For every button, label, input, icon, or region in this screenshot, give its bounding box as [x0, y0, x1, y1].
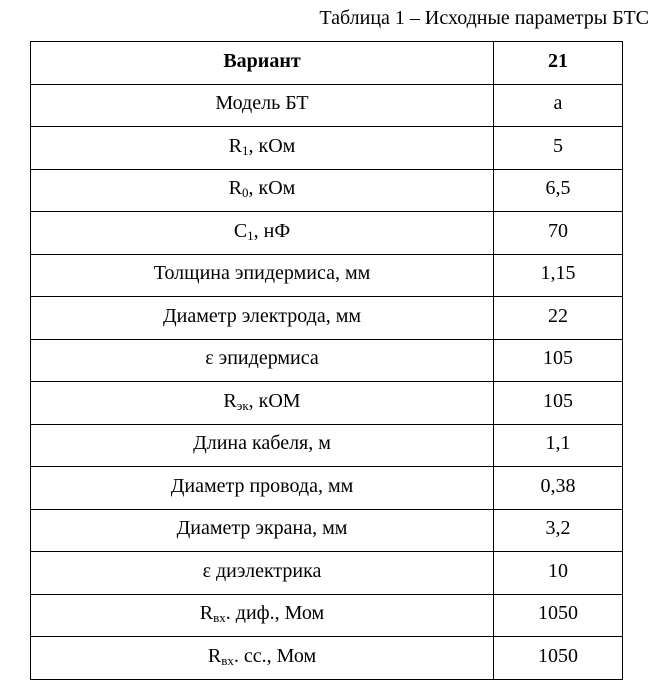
parameter-value: 105 — [494, 339, 623, 382]
parameter-value: 6,5 — [494, 169, 623, 212]
table-row — [31, 637, 623, 680]
parameter-name-cell — [31, 84, 494, 127]
parameter-name: R — [207, 644, 222, 667]
table-row — [31, 169, 623, 212]
parameter-name-cell — [31, 212, 494, 255]
parameter-subscript: вх — [213, 610, 226, 626]
parameter-name: C — [233, 219, 248, 242]
parameter-subscript: вх — [221, 652, 234, 668]
parameter-name: Толщина эпидермиса, мм — [153, 262, 371, 285]
table-row — [31, 84, 623, 127]
table-caption: Таблица 1 – Исходные параметры БТС — [319, 7, 649, 29]
parameter-subscript: 0 — [242, 185, 249, 201]
table-row — [31, 127, 623, 170]
parameter-value: 1050 — [494, 594, 623, 637]
table-row — [31, 509, 623, 552]
parameter-name: ε диэлектрика — [202, 559, 322, 582]
parameter-name-cell — [31, 637, 494, 680]
parameter-name-cell — [31, 127, 494, 170]
parameter-name: Модель БТ — [215, 92, 309, 115]
parameter-name: Диаметр экрана, мм — [176, 517, 348, 540]
parameter-value: 22 — [494, 297, 623, 340]
table-row — [31, 424, 623, 467]
parameter-value: 70 — [494, 212, 623, 255]
parameter-name: Диаметр провода, мм — [170, 474, 354, 497]
parameter-name-cell — [31, 424, 494, 467]
parameter-name: Диаметр электрода, мм — [162, 304, 362, 327]
parameter-name-cell — [31, 509, 494, 552]
table-row — [31, 212, 623, 255]
parameter-name-cell — [31, 169, 494, 212]
parameter-name-cell — [31, 297, 494, 340]
header-variant-value: 21 — [494, 42, 623, 85]
parameter-name-cell — [31, 339, 494, 382]
parameter-value: 3,2 — [494, 509, 623, 552]
parameter-unit: . диф., Мом — [225, 602, 325, 625]
parameter-name: R — [228, 177, 242, 200]
parameter-value: 1,15 — [494, 254, 623, 297]
parameter-subscript: эк — [236, 397, 249, 413]
parameter-value: 1050 — [494, 637, 623, 680]
parameter-unit: , кОм — [248, 177, 296, 200]
parameter-name-cell — [31, 467, 494, 510]
parameter-value: 1,1 — [494, 424, 623, 467]
parameter-value: 0,38 — [494, 467, 623, 510]
parameter-value: а — [494, 84, 623, 127]
parameter-unit: , кОМ — [248, 389, 301, 412]
parameter-name: ε эпидермиса — [205, 347, 319, 370]
parameter-value: 5 — [494, 127, 623, 170]
parameter-subscript: 1 — [247, 227, 254, 243]
parameter-unit: , нФ — [253, 219, 291, 242]
parameter-name: R — [228, 134, 242, 157]
parameter-unit: . сс., Мом — [233, 644, 317, 667]
parameter-subscript: 1 — [242, 142, 249, 158]
table-row — [31, 382, 623, 425]
table-row — [31, 552, 623, 595]
parameter-value: 105 — [494, 382, 623, 425]
parameter-name: R — [199, 602, 214, 625]
parameter-name-cell — [31, 382, 494, 425]
parameter-name: R — [223, 389, 237, 412]
header-variant-label: Вариант — [31, 42, 494, 85]
parameter-name: Длина кабеля, м — [193, 432, 331, 455]
table-header-row — [31, 42, 623, 85]
parameter-name-cell — [31, 594, 494, 637]
table-body — [31, 42, 623, 680]
table-row — [31, 467, 623, 510]
parameter-unit: , кОм — [248, 134, 296, 157]
parameter-value: 10 — [494, 552, 623, 595]
table-row — [31, 339, 623, 382]
table-row — [31, 254, 623, 297]
parameters-table — [30, 41, 623, 680]
table-row — [31, 297, 623, 340]
parameter-name-cell — [31, 254, 494, 297]
parameter-name-cell — [31, 552, 494, 595]
table-row — [31, 594, 623, 637]
